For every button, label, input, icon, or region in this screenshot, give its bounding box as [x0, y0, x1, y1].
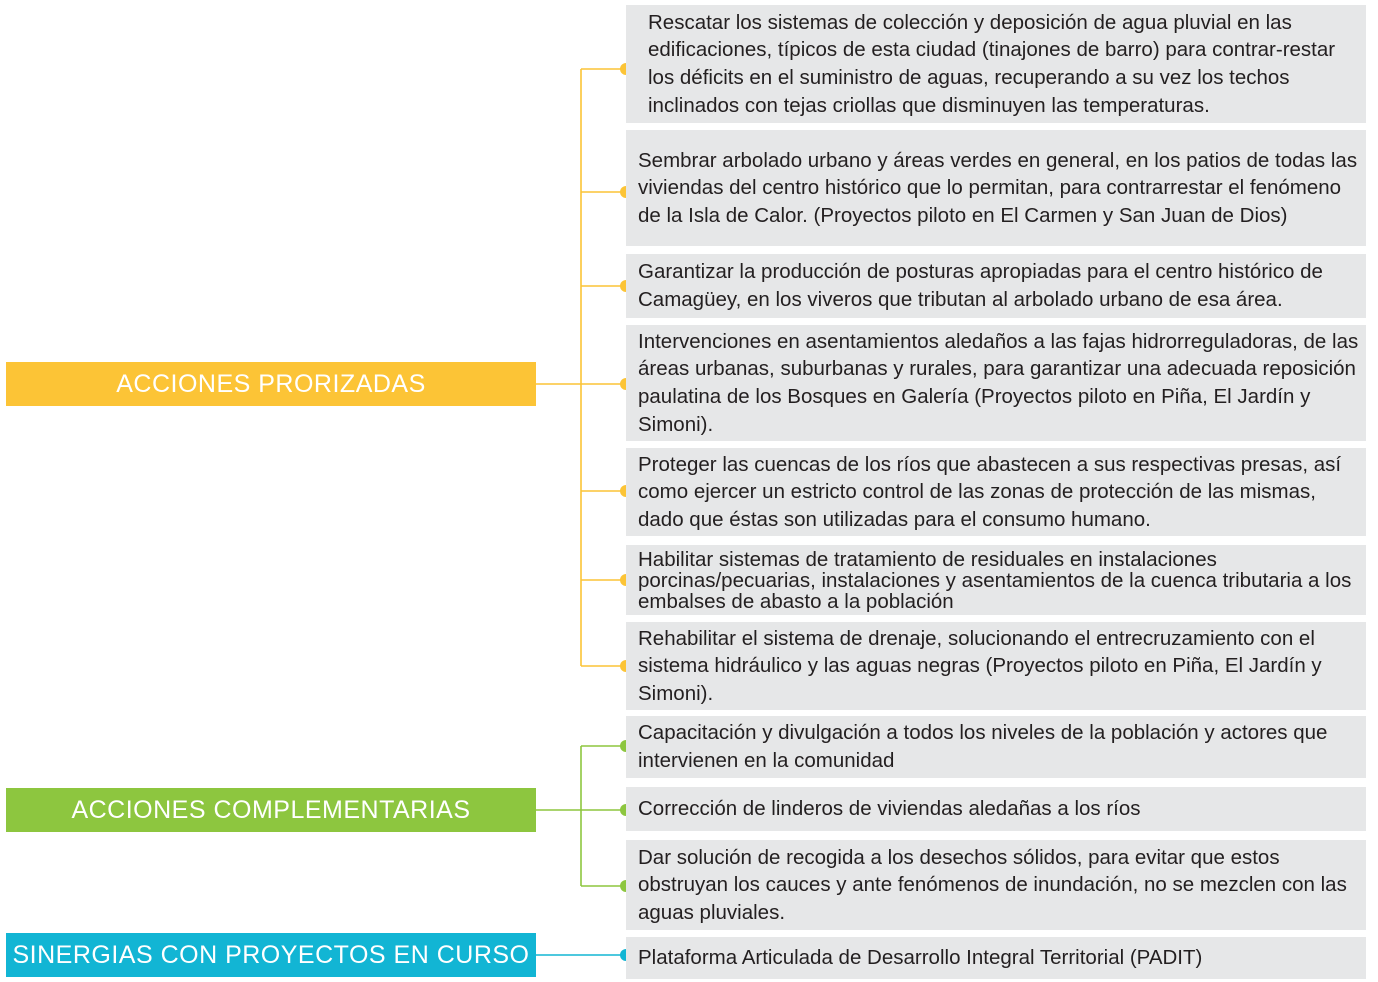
action-item-text: Dar solución de recogida a los desechos sólidos, para evitar que estos obstruyan los cauces y ante fenómenos de inundación, no se mezclen con las aguas pluviales. [638, 845, 1347, 924]
complementary-connectors [536, 746, 626, 886]
action-item-text: Corrección de linderos de viviendas aledañas a los ríos [638, 797, 1141, 821]
category-label: SINERGIAS CON PROYECTOS EN CURSO [12, 940, 530, 969]
action-item-text: Intervenciones en asentamientos aledaños a las fajas hidrorreguladoras, de las áreas urbanas, suburbanas y rurales, para garantizar una adecuada reposición paulatina de los Bosques en Galería (Proyectos piloto en Piña, El Jardín y Simoni). [638, 329, 1359, 436]
category-complementary-actions [6, 788, 536, 832]
action-item-text: Plataforma Articulada de Desarrollo Integral Territorial (PADIT) [638, 946, 1203, 970]
priority-connectors [536, 69, 626, 666]
category-label: ACCIONES COMPLEMENTARIAS [71, 795, 471, 824]
action-item-box [626, 448, 1366, 536]
action-item-text: Rehabilitar el sistema de drenaje, solucionando el entrecruzamiento con el sistema hidráulico y las aguas negras (Proyectos piloto en Piña, El Jardín y Simoni). [638, 626, 1322, 705]
action-item-text: Sembrar arbolado urbano y áreas verdes en general, en los patios de todas las viviendas del centro histórico que lo permitan, para contrarrestar el fenómeno de la Isla de Calor. (Proyectos piloto en El Carmen y San Juan de Dios) [638, 148, 1358, 227]
action-item-box [626, 937, 1366, 979]
action-item-text: Proteger las cuencas de los ríos que abastecen a sus respectivas presas, así como ejercer un estricto control de las zonas de protección de las mismas, dado que éstas son utilizadas para el consumo humano. [638, 452, 1342, 531]
category-priority-actions [6, 362, 536, 406]
action-item-box [626, 840, 1366, 930]
action-item-box [626, 622, 1366, 710]
action-item-text: Capacitación y divulgación a todos los niveles de la población y actores que intervienen en la comunidad [638, 721, 1328, 772]
category-label: ACCIONES PRORIZADAS [116, 369, 426, 398]
action-item-box [626, 545, 1366, 615]
action-item-text: Habilitar sistemas de tratamiento de residuales en instalaciones porcinas/pecuarias, instalaciones y asentamientos de la cuenca tributaria a los embalses de abasto a la población [638, 547, 1352, 613]
category-synergies [6, 933, 536, 977]
action-item-box [626, 325, 1366, 441]
action-item-box [626, 787, 1366, 831]
action-item-box [626, 254, 1366, 318]
action-item-text: Rescatar los sistemas de colección y deposición de agua pluvial en las edificaciones, típicos de esta ciudad (tinajones de barro) para contrar-restar los déficits en el suministro de aguas, recuperando a su vez los techos inclinados con tejas criollas que disminuyen las temperaturas. [648, 10, 1336, 117]
action-item-text: Garantizar la producción de posturas apropiadas para el centro histórico de Camagüey, en los viveros que tributan al arbolado urbano de esa área. [638, 260, 1323, 311]
action-item-box [626, 5, 1366, 123]
action-item-box [626, 130, 1366, 246]
action-item-box [626, 716, 1366, 778]
